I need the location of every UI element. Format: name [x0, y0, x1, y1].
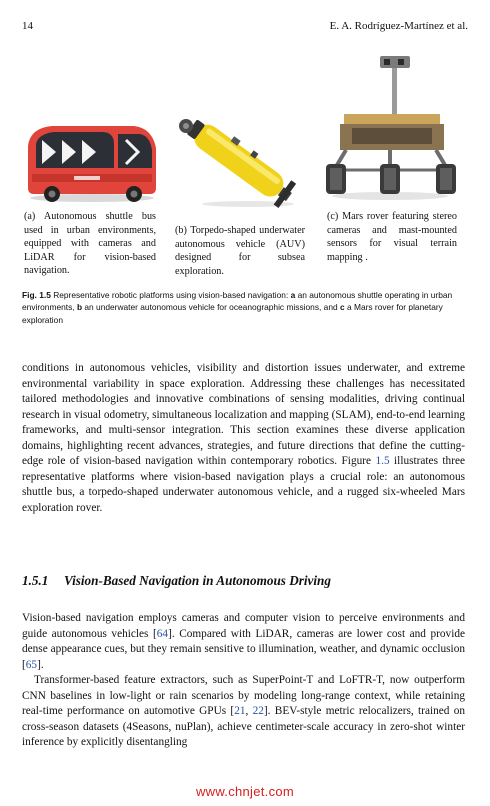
- subfigure-a-caption: (a) Autonomous shuttle bus used in urban environments, equipped with cameras and LiDAR for vision-based navigation.: [24, 211, 156, 276]
- caption-text-c: a Mars rover for planetary exploration: [22, 302, 443, 325]
- citation-link-21[interactable]: 21: [234, 705, 246, 717]
- page-number: 14: [22, 20, 33, 32]
- paragraph-2-text-b: ]. Compared with LiDAR, cameras are lower cost and provide dense appearance cues, but they remain sensitive to illumination, weather, and dynamic occlusion [: [22, 627, 466, 671]
- running-head: E. A. Rodríguez-Martínez et al.: [329, 20, 468, 32]
- figure-caption-intro: Representative robotic platforms using vision-based navigation:: [53, 290, 289, 300]
- paragraph-3-text-b: ]. BEV-style metric relocalizers, trained on cross-season datasets (4Seasons, nuPlan), achieve centimeter-scale accuracy in zero-shot winter inference by explicitly disentangling: [22, 705, 465, 748]
- page-header: [22, 20, 468, 36]
- caption-text-b: an underwater autonomous vehicle for oceanographic missions, and: [84, 302, 338, 313]
- subfigure-b-caption: (b) Torpedo-shaped underwater autonomous vehicle (AUV) designed for subsea exploration.: [175, 225, 305, 277]
- citation-separator: ,: [245, 705, 253, 717]
- citation-link-64[interactable]: 64: [156, 627, 169, 640]
- figure-reference-link[interactable]: 1.5: [375, 455, 390, 467]
- figure-label: Fig. 1.5: [22, 290, 51, 300]
- paragraph-2-text-a: Vision-based navigation employs cameras and computer vision to perceive environments and guide autonomous vehicles [: [22, 612, 465, 640]
- section-heading: [22, 573, 465, 589]
- paragraph-3-text-a: Transformer-based feature extractors, such as SuperPoint-T and LoFTR-T, now outperform CNN baselines in low-light or rain scenarios by modeling long-range context, while retaining real-time performance on automotive GPUs [: [22, 674, 465, 717]
- body-paragraph-1: [22, 361, 465, 516]
- section-title: Vision-Based Navigation in Autonomous Driving: [64, 573, 331, 588]
- mars-rover-image: [324, 52, 458, 202]
- citation-link-65[interactable]: 65: [25, 658, 38, 671]
- caption-text-a: an autonomous shuttle operating in urban environments,: [22, 290, 453, 313]
- citation-link-22[interactable]: 22: [252, 705, 264, 717]
- caption-letter-a: a: [290, 290, 296, 300]
- paragraph-1-text-b: illustrates three representative platforms where vision-based navigation plays a crucial role: an autonomous shuttle bus, a torpedo-shaped underwater autonomous vehicle, and a rugged six-wheeled Mars exploration rover.: [22, 455, 465, 514]
- autonomous-shuttle-bus-image: [22, 118, 160, 204]
- paragraph-2-text-c: ].: [37, 658, 44, 671]
- caption-letter-c: c: [339, 302, 345, 313]
- caption-letter-b: b: [76, 302, 83, 313]
- section-number: 1.5.1: [22, 573, 49, 588]
- paragraph-1-text-a: conditions in autonomous vehicles, visibility and distortion issues underwater, and extreme environmental variability in space exploration. Addressing these challenges has necessitated tailored methodologies and innovative combinations of sensing modalities, driving continual research in visual odometry, simultaneous localization and mapping (SLAM), end-to-end learning frameworks, and multi-sensor integration. This section examines these diverse application domains, highlighting recent advances, strategies, and future directions that define the cutting-edge role of vision-based navigation within contemporary robotics. Figure: [22, 362, 465, 467]
- subfigure-c-caption: (c) Mars rover featuring stereo cameras and mast-mounted sensors for visual terrain mapping .: [327, 211, 457, 263]
- watermark-text: www.chnjet.com: [195, 784, 295, 799]
- figure-caption: [22, 289, 465, 326]
- torpedo-auv-image: [172, 112, 306, 212]
- body-paragraph-2: [22, 611, 465, 751]
